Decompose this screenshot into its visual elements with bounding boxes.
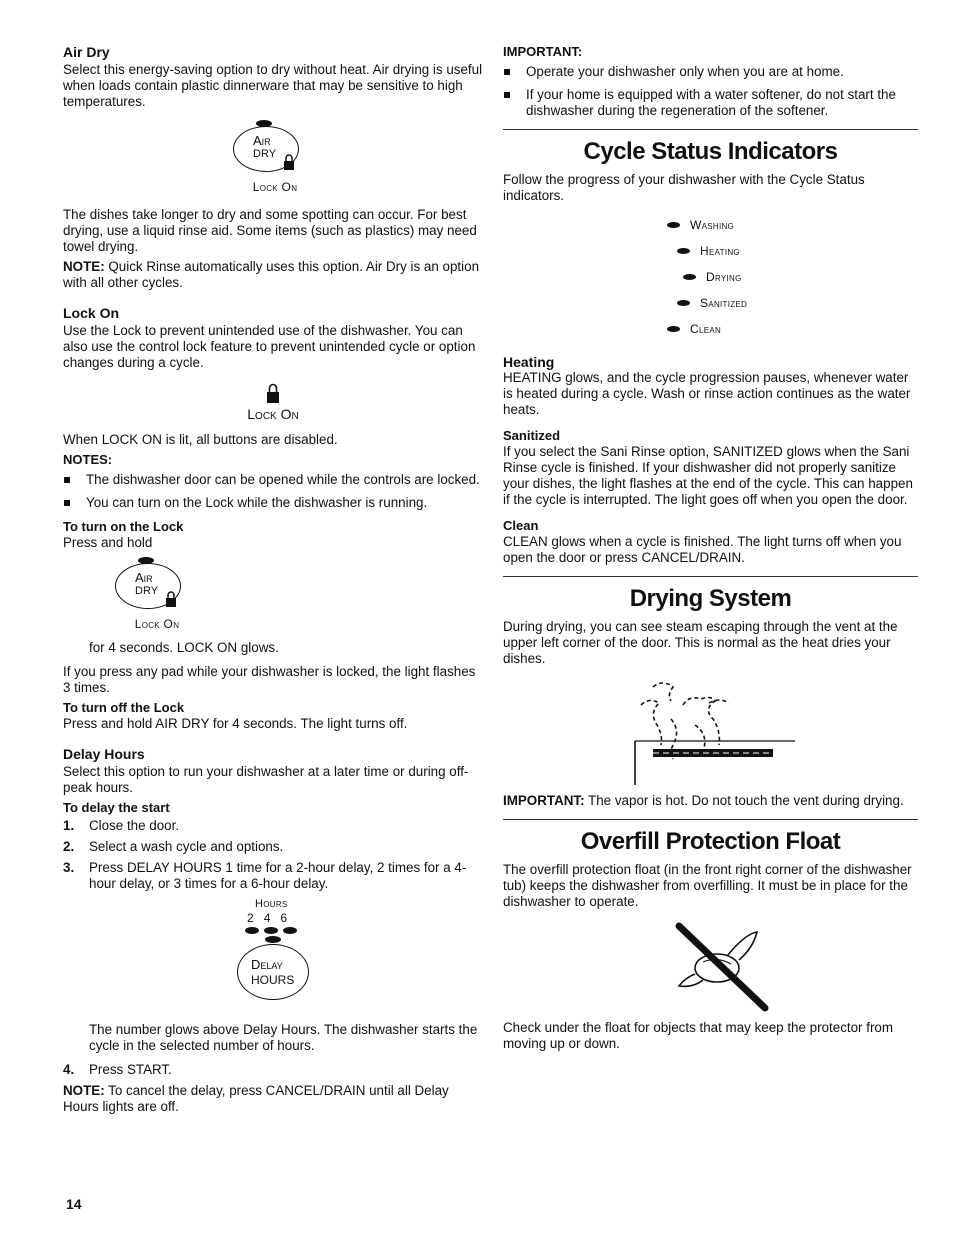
divider (503, 576, 918, 577)
important-label: IMPORTANT: (503, 44, 583, 59)
right-column (503, 44, 918, 1056)
hours-label: Hours (255, 898, 288, 910)
notes-label: NOTES: (63, 452, 113, 467)
note-label: NOTE: (63, 259, 105, 274)
important-text: The vapor is hot. Do not touch the vent during drying. (584, 793, 904, 808)
delay-start-heading: To delay the start (63, 800, 170, 815)
air-dry-button-label: Air (253, 133, 271, 148)
indicator-dot-icon (264, 927, 278, 934)
delay-button-sublabel: HOURS (251, 973, 295, 987)
hours-values (247, 911, 325, 925)
divider (503, 129, 918, 130)
important-label: IMPORTANT: (503, 793, 585, 808)
list-item: Operate your dishwasher only when you are at home. (503, 64, 918, 80)
press-hold-text: Press and hold (63, 535, 153, 550)
sanitized-heading: Sanitized (503, 428, 561, 443)
air-dry-body: Select this energy-saving option to dry without heat. Air drying is useful when loads contain plastic dinnerware that may be sensitive to high temperatures. (63, 62, 483, 109)
turn-on-lock-heading: To turn on the Lock (63, 519, 184, 534)
list-item: The dishwasher door can be opened while the controls are locked. (63, 472, 483, 488)
padlock-icon (266, 383, 280, 403)
overfill-float-icon (673, 922, 918, 1012)
indicator-dot-icon (245, 927, 259, 934)
indicator-dot-icon (667, 222, 680, 228)
lock-on-body: Use the Lock to prevent unintended use of the dishwasher. You can also use the control lock feature to prevent unintended cycle or option changes during a cycle. (63, 323, 476, 370)
hours-value: 2 (247, 911, 254, 925)
list-item: 2. Select a wash cycle and options. (63, 839, 284, 854)
lock-on-heading: Lock On (63, 305, 120, 321)
air-dry-button-illustration-2 (111, 557, 191, 632)
hours-dots (245, 927, 325, 934)
indicator-dot-icon (667, 326, 680, 332)
note-text: Quick Rinse automatically uses this option. Air Dry is an option with all other cycles. (63, 259, 480, 290)
divider (503, 819, 918, 820)
page-number: 14 (66, 1196, 82, 1212)
delay-hours-heading: Delay Hours (63, 746, 145, 762)
list-item: You can turn on the Lock while the dishwasher is running. (63, 495, 483, 511)
four-seconds-text: for 4 seconds. LOCK ON glows. (89, 640, 279, 655)
drying-system-heading: Drying System (629, 585, 792, 612)
sanitized-text: If you select the Sani Rinse option, SANITIZED glows when the Sani Rinse cycle is finished. If your dishwasher did not properly sanitize your dishes, the light flashes at the end of the cycle. This can happen if the cycle is interrupted. The light goes off when you open the door. (503, 444, 913, 507)
important-list (503, 64, 918, 119)
drying-system-text: During drying, you can see steam escaping through the vent at the upper left corner of the door. This is normal as the heat dries your dishes. (503, 619, 898, 666)
list-item: 3. Press DELAY HOURS 1 time for a 2-hour delay, 2 times for a 4-hour delay, or 3 times for a 6-hour delay. (63, 860, 467, 891)
indicator-dot-icon (265, 936, 281, 943)
list-item: 4. Press START. (63, 1062, 172, 1077)
glow-text: The number glows above Delay Hours. The dishwasher starts the cycle in the selected number of hours. (89, 1022, 478, 1053)
cycle-status-indicators (667, 212, 807, 342)
indicator-dot-icon (683, 274, 696, 280)
air-dry-lock-caption: Lock On (252, 180, 298, 194)
delay-note (63, 1083, 483, 1115)
status-indicator: Washing (667, 212, 807, 238)
turn-off-text: Press and hold AIR DRY for 4 seconds. The light turns off. (63, 716, 408, 731)
left-column (63, 44, 483, 1119)
padlock-icon (283, 154, 295, 170)
note-text: To cancel the delay, press CANCEL/DRAIN until all Delay Hours lights are off. (63, 1083, 449, 1114)
overfill-heading: Overfill Protection Float (580, 828, 841, 855)
air-dry-button-sublabel: DRY (253, 148, 277, 160)
lock-on-caption: Lock On (247, 406, 299, 422)
delay-button-label: Delay (251, 957, 283, 972)
air-dry-button-label: Air (135, 570, 153, 585)
overfill-text: The overfill protection float (in the front right corner of the dishwasher tub) keeps the dishwasher from overfilling. It must be in place for the dishwasher to operate. (503, 862, 912, 909)
turn-off-lock-heading: To turn off the Lock (63, 700, 185, 715)
indicator-dot-icon (283, 927, 297, 934)
status-indicator: Drying (683, 264, 807, 290)
lock-on-indicator (63, 383, 483, 422)
indicator-dot-icon (677, 300, 690, 306)
delay-hours-body: Select this option to run your dishwasher at a later time or during off-peak hours. (63, 764, 469, 795)
delay-hours-illustration (235, 898, 325, 1006)
air-dry-note (63, 259, 483, 291)
heating-text: HEATING glows, and the cycle progression pauses, whenever water is heated during a cycle. Wash or rinse action continues as the water heats. (503, 370, 911, 417)
delay-steps (63, 818, 483, 892)
air-dry-heading: Air Dry (63, 44, 110, 60)
cycle-status-heading: Cycle Status Indicators (583, 138, 838, 165)
clean-heading: Clean (503, 518, 539, 533)
status-indicator: Clean (667, 316, 807, 342)
air-dry-button-sublabel: DRY (135, 585, 159, 597)
status-indicator: Heating (677, 238, 807, 264)
air-dry-lock-caption: Lock On (134, 617, 180, 631)
drying-important (503, 793, 918, 809)
steam-vent-icon (613, 675, 918, 785)
hours-value: 4 (263, 911, 271, 925)
note-label: NOTE: (63, 1083, 105, 1098)
overfill-check-text: Check under the float for objects that may keep the protector from moving up or down. (503, 1020, 894, 1051)
delay-hours-button (237, 944, 309, 1000)
list-item: 1. Close the door. (63, 818, 180, 833)
notes-list (63, 472, 483, 511)
cycle-status-intro: Follow the progress of your dishwasher with the Cycle Status indicators. (503, 172, 865, 203)
indicator-dot-icon (677, 248, 690, 254)
delay-step-4 (63, 1062, 483, 1078)
list-item: If your home is equipped with a water softener, do not start the dishwasher during the regeneration of the softener. (503, 87, 918, 119)
air-dry-para2: The dishes take longer to dry and some spotting can occur. For best drying, use a liquid rinse aid. Some items (such as plastics) may need towel drying. (63, 207, 477, 254)
hours-value: 6 (280, 911, 288, 925)
air-dry-button-illustration (229, 120, 309, 195)
lock-on-lit-text: When LOCK ON is lit, all buttons are disabled. (63, 432, 338, 447)
heating-heading: Heating (503, 354, 555, 370)
clean-text: CLEAN glows when a cycle is finished. The light turns off when you open the door or press CANCEL/DRAIN. (503, 534, 902, 565)
padlock-icon (165, 591, 177, 607)
status-indicator: Sanitized (677, 290, 807, 316)
locked-press-text: If you press any pad while your dishwasher is locked, the light flashes 3 times. (63, 664, 476, 695)
